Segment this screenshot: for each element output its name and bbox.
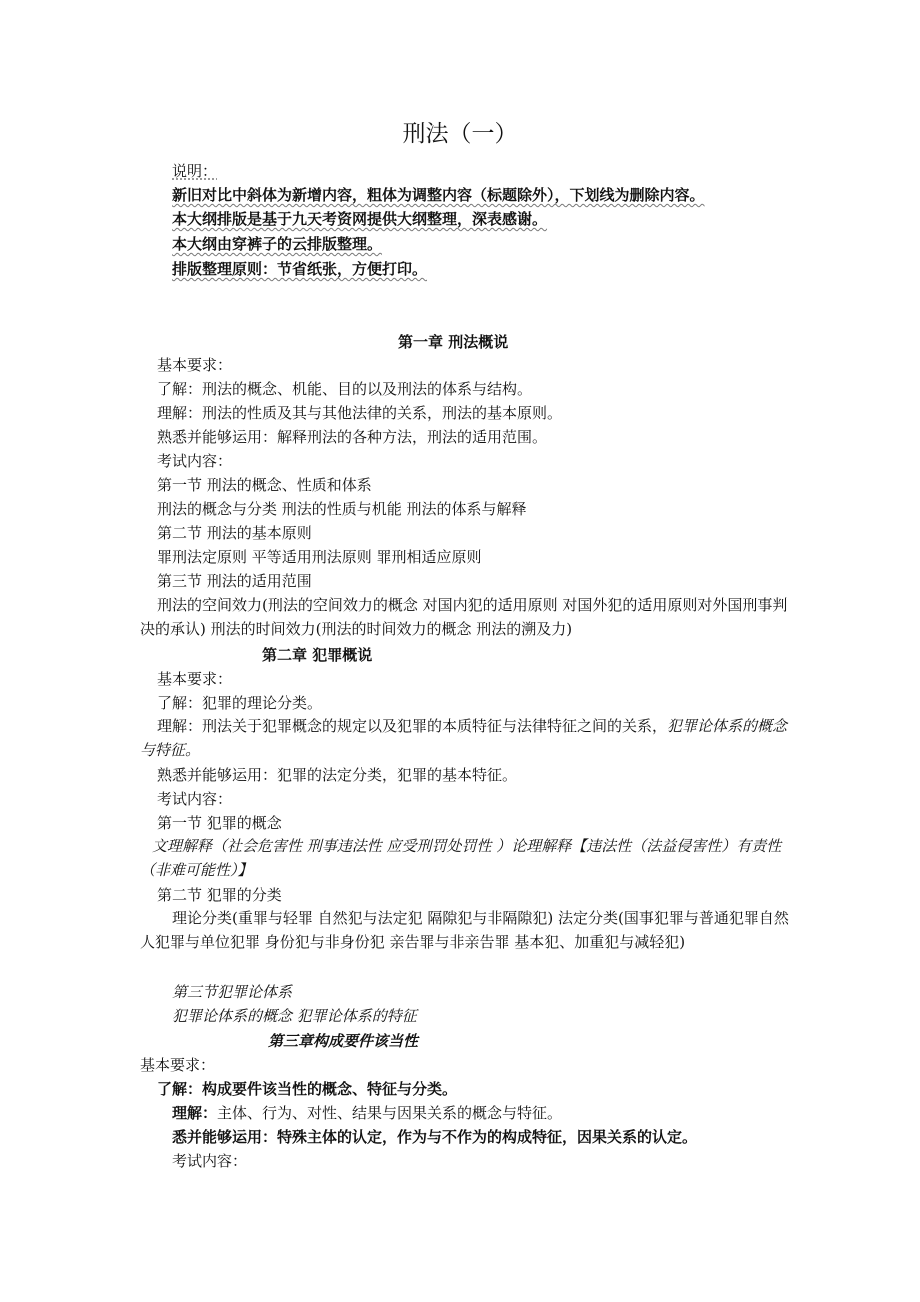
ch3-understand: 主体、行为、对性、结果与因果关系的概念与特征。 (217, 1104, 563, 1122)
ch2-line: 第一节 犯罪的概念 (157, 814, 282, 832)
ch3-line: 基本要求： (140, 1056, 216, 1074)
ch2-understand: 理解：刑法关于犯罪概念的规定以及犯罪的本质特征与法律特征之间的关系， (157, 717, 668, 735)
ch1-paragraph: 刑法的空间效力(刑法的空间效力的概念 对国内犯的适用原则 对国外犯的适用原则对外国刑事判决的承认) 刑法的时间效力(刑法的时间效力的概念 刑法的溯及力) (140, 596, 788, 638)
ch1-line: 第一节 刑法的概念、性质和体系 (157, 476, 372, 494)
ch1-line: 刑法的概念与分类 刑法的性质与机能 刑法的体系与解释 (157, 500, 527, 518)
ch2-line: 第三节犯罪论体系 (172, 983, 293, 1001)
chapter-3-heading: 第三章构成要件该当性 (268, 1032, 419, 1050)
note-line: 排版整理原则：节省纸张，方便打印。 (172, 260, 428, 278)
ch1-line: 考试内容： (157, 452, 233, 470)
ch2-line: 第二节 犯罪的分类 (157, 886, 282, 904)
note-line: 新旧对比中斜体为新增内容，粗体为调整内容（标题除外），下划线为删除内容。 (172, 186, 705, 204)
ch3-understand-label: 理解： (172, 1104, 218, 1122)
ch2-line: 熟悉并能够运用：犯罪的法定分类，犯罪的基本特征。 (157, 766, 518, 784)
ch1-line: 熟悉并能够运用：解释刑法的各种方法，刑法的适用范围。 (157, 428, 548, 446)
notes-label: 说明： (172, 162, 218, 180)
note-line: 本大纲排版是基于九天考资网提供大纲整理，深表感谢。 (172, 210, 548, 228)
ch1-line: 基本要求： (157, 356, 233, 374)
ch3-line: 悉并能够运用：特殊主体的认定，作为与不作为的构成特征，因果关系的认定。 (172, 1128, 698, 1146)
ch2-line: 考试内容： (157, 790, 233, 808)
ch1-line: 第二节 刑法的基本原则 (157, 524, 312, 542)
ch3-line (172, 1103, 562, 1123)
ch1-line: 罪刑法定原则 平等适用刑法原则 罪刑相适应原则 (157, 548, 482, 566)
ch2-s1-text: 文理解释（社会危害性 刑事违法性 应受刑罚处罚性 ）论理解释【违法性（法益侵害性）有责性（非难可能性）】 (140, 837, 782, 879)
ch2-line: 基本要求： (157, 670, 233, 688)
ch2-line: 了解：犯罪的理论分类。 (157, 694, 323, 712)
ch2-understand-new: 犯罪论体系的概念与特征。 (140, 717, 788, 759)
ch2-line: 犯罪论体系的概念 犯罪论体系的特征 (172, 1007, 417, 1025)
ch2-s2-text: 理论分类(重罪与轻罪 自然犯与法定犯 隔隙犯与非隔隙犯) 法定分类(国事犯罪与普通犯罪自然人犯罪与单位犯罪 身份犯与非身份犯 亲告罪与非亲告罪 基本犯、加重犯与减轻犯) (140, 909, 789, 951)
ch1-line: 第三节 刑法的适用范围 (157, 572, 312, 590)
note-line: 本大纲由穿裤子的云排版整理。 (172, 235, 383, 253)
ch2-paragraph (140, 714, 792, 762)
chapter-2-heading: 第二章 犯罪概说 (262, 646, 373, 664)
ch3-line: 了解：构成要件该当性的概念、特征与分类。 (157, 1080, 458, 1098)
document-title: 刑法（一） (402, 121, 518, 147)
ch1-line: 了解：刑法的概念、机能、目的以及刑法的体系与结构。 (157, 380, 533, 398)
ch1-line: 理解：刑法的性质及其与其他法律的关系，刑法的基本原则。 (157, 404, 563, 422)
chapter-1-heading: 第一章 刑法概说 (398, 333, 509, 351)
ch3-line: 考试内容： (172, 1152, 248, 1170)
